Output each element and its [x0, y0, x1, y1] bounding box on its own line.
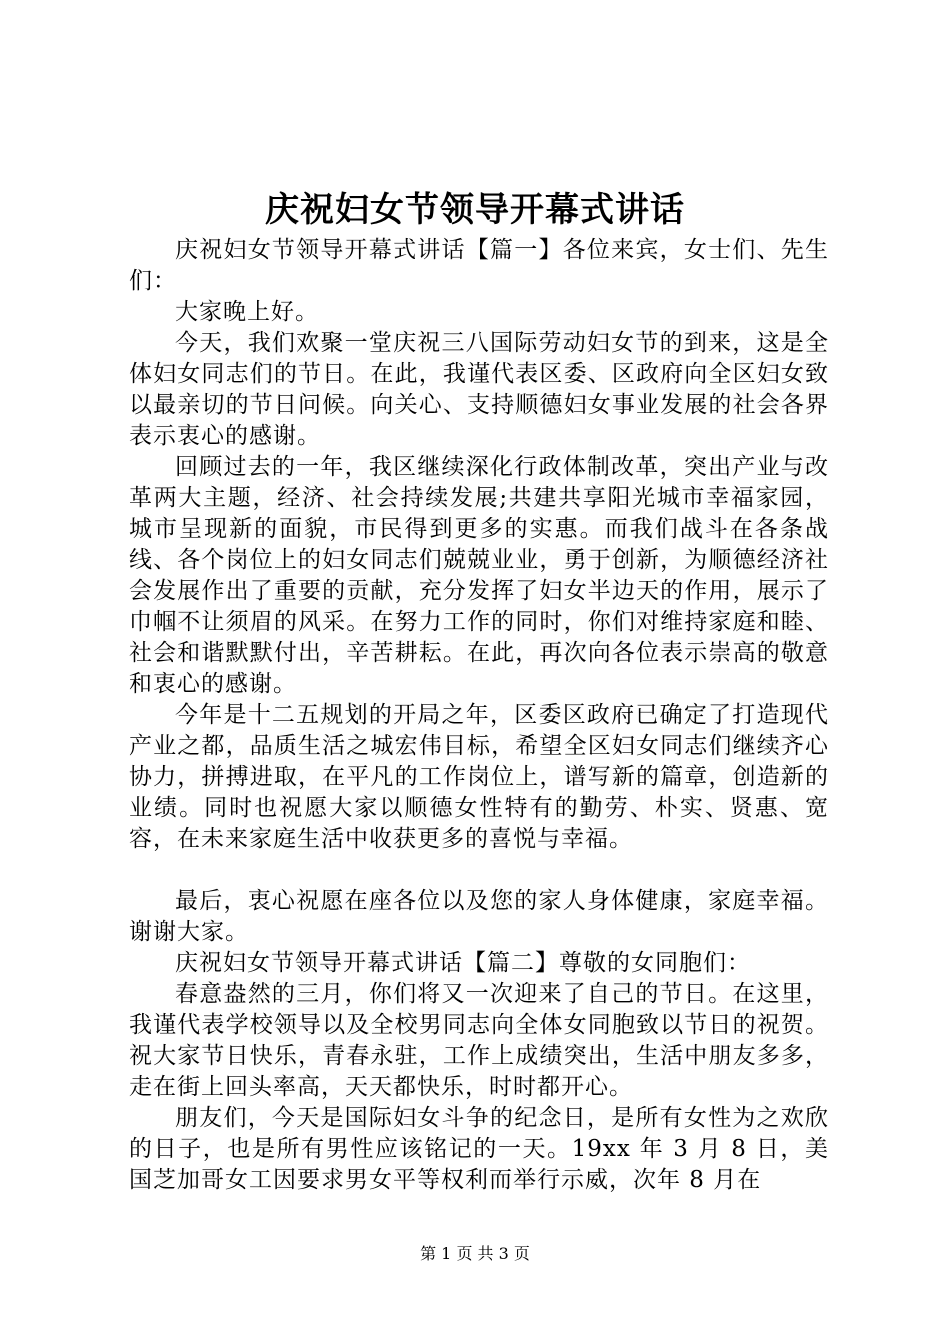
paragraph-6: 最后，衷心祝愿在座各位以及您的家人身体健康，家庭幸福。谢谢大家。: [129, 888, 829, 945]
paragraph-1: 庆祝妇女节领导开幕式讲话【篇一】各位来宾，女士们、先生们：: [129, 237, 829, 294]
paragraph-2: 大家晚上好。: [175, 299, 319, 325]
paragraph-7: 庆祝妇女节领导开幕式讲话【篇二】尊敬的女同胞们：: [175, 950, 751, 976]
document-title: 庆祝妇女节领导开幕式讲话: [265, 190, 685, 230]
document-body: [129, 235, 829, 1196]
paragraph-5: 今年是十二五规划的开局之年，区委区政府已确定了打造现代产业之都，品质生活之城宏伟目标，希望全区妇女同志们继续齐心协力，拼搏进取，在平凡的工作岗位上，谱写新的篇章，创造新的业绩。同时也祝愿大家以顺德女性特有的勤劳、朴实、贤惠、宽容，在未来家庭生活中收获更多的喜悦与幸福。: [129, 702, 829, 852]
paragraph-8: 春意盎然的三月，你们将又一次迎来了自己的节日。在这里，我谨代表学校领导以及全校男同志向全体女同胞致以节日的祝贺。祝大家节日快乐，青春永驻，工作上成绩突出，生活中朋友多多，走在街上回头率高，天天都快乐，时时都开心。: [129, 981, 829, 1100]
paragraph-4: 回顾过去的一年，我区继续深化行政体制改革，突出产业与改革两大主题，经济、社会持续发展;共建共享阳光城市幸福家园，城市呈现新的面貌，市民得到更多的实惠。而我们战斗在各条战线、各个岗位上的妇女同志们兢兢业业，勇于创新，为顺德经济社会发展作出了重要的贡献，充分发挥了妇女半边天的作用，展示了巾帼不让须眉的风采。在努力工作的同时，你们对维持家庭和睦、社会和谐默默付出，辛苦耕耘。在此，再次向各位表示崇高的敬意和衷心的感谢。: [129, 454, 829, 697]
page-footer: 第 1 页 共 3 页: [420, 1244, 530, 1263]
paragraph-3: 今天，我们欢聚一堂庆祝三八国际劳动妇女节的到来，这是全体妇女同志们的节日。在此，我谨代表区委、区政府向全区妇女致以最亲切的节日问候。向关心、支持顺德妇女事业发展的社会各界表示衷心的感谢。: [129, 330, 829, 449]
paragraph-9: 朋友们，今天是国际妇女斗争的纪念日，是所有女性为之欢欣的日子，也是所有男性应该铭记的一天。19xx 年 3 月 8 日，美国芝加哥女工因要求男女平等权利而举行示威，次年 8 月在: [129, 1105, 829, 1193]
